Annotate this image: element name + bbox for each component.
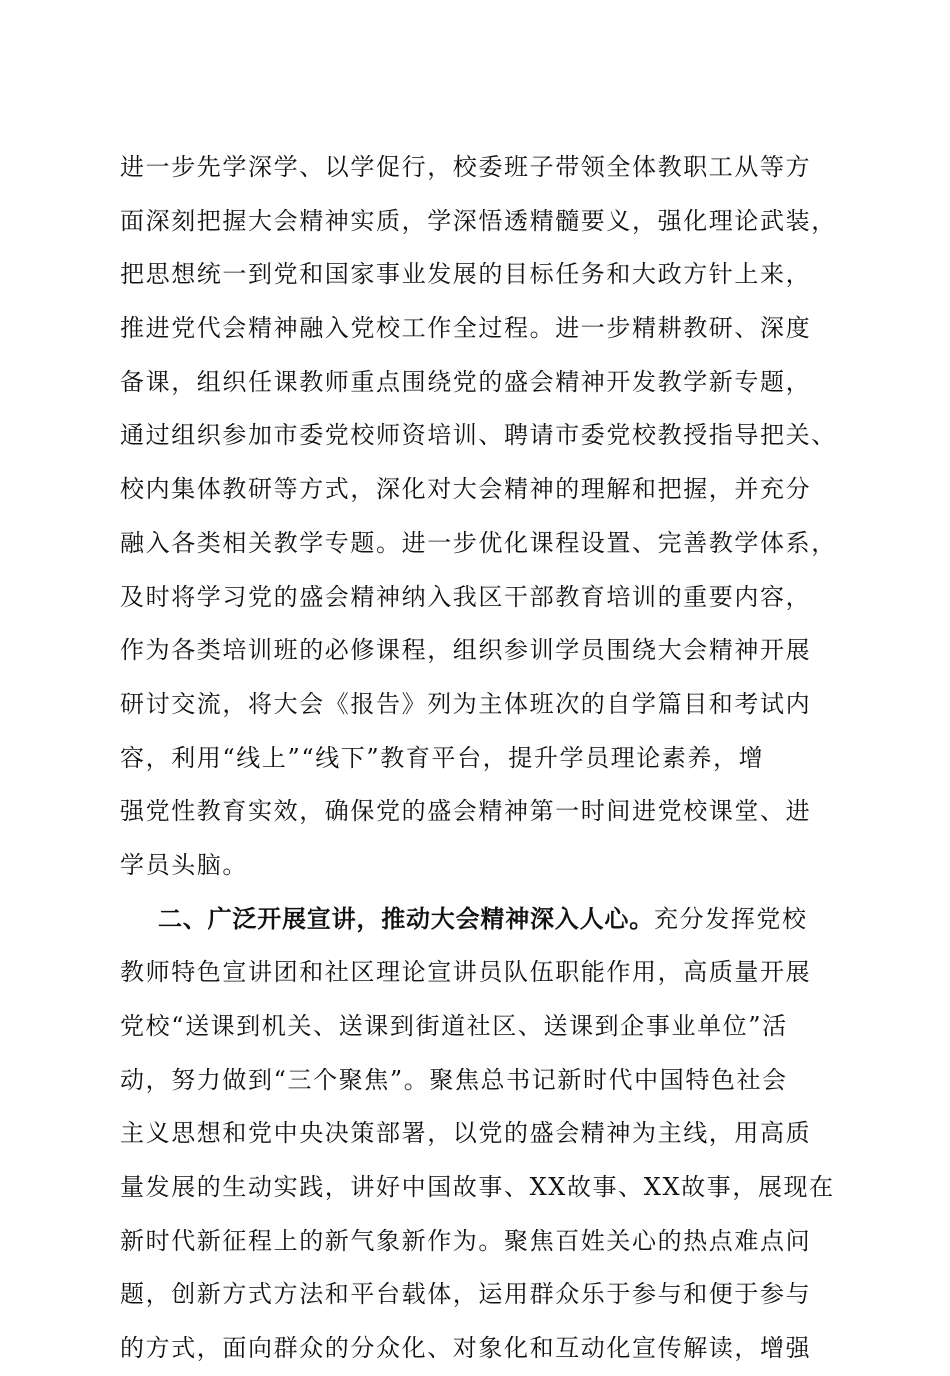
text-line: 新时代新征程上的新气象新作为。聚焦百姓关心的热点难点问 bbox=[120, 1226, 812, 1255]
text-line: 动，努力做到“三个聚焦”。聚焦总书记新时代中国特色社会 bbox=[120, 1065, 788, 1094]
section-heading: 二、广泛开展宣讲，推动大会精神深入人心。 bbox=[158, 904, 654, 933]
text-line: 面深刻把握大会精神实质，学深悟透精髓要义，强化理论武装， bbox=[120, 206, 837, 235]
text-line: 强党性教育实效，确保党的盛会精神第一时间进党校课堂、进 bbox=[120, 797, 812, 826]
text-line: 备课，组织任课教师重点围绕党的盛会精神开发教学新专题， bbox=[120, 367, 812, 396]
section-first-line-text: 充分发挥党校 bbox=[654, 904, 808, 933]
text-line: 及时将学习党的盛会精神纳入我区干部教育培训的重要内容， bbox=[120, 582, 812, 611]
body-text bbox=[120, 141, 840, 1376]
text-line: 的方式，面向群众的分众化、对象化和互动化宣传解读，增强 bbox=[120, 1334, 812, 1363]
text-line: 研讨交流，将大会《报告》列为主体班次的自学篇目和考试内 bbox=[120, 689, 812, 718]
section-heading-line bbox=[120, 893, 840, 947]
text-line: 量发展的生动实践，讲好中国故事、XX故事、XX故事，展现在 bbox=[120, 1173, 835, 1202]
text-line: 把思想统一到党和国家事业发展的目标任务和大政方针上来， bbox=[120, 260, 812, 289]
text-line: 教师特色宣讲团和社区理论宣讲员队伍职能作用，高质量开展 bbox=[120, 958, 812, 987]
text-line: 通过组织参加市委党校师资培训、聘请市委党校教授指导把关、 bbox=[120, 421, 837, 450]
text-line: 学员头脑。 bbox=[120, 850, 248, 879]
text-line: 校内集体教研等方式，深化对大会精神的理解和把握，并充分 bbox=[120, 475, 812, 504]
text-line: 进一步先学深学、以学促行，校委班子带领全体教职工从等方 bbox=[120, 153, 812, 181]
text-line: 题，创新方式方法和平台载体，运用群众乐于参与和便于参与 bbox=[120, 1280, 812, 1309]
text-line: 融入各类相关教学专题。进一步优化课程设置、完善教学体系， bbox=[120, 528, 837, 557]
text-line: 主义思想和党中央决策部署，以党的盛会精神为主线，用高质 bbox=[120, 1119, 812, 1148]
text-line: 作为各类培训班的必修课程，组织参训学员围绕大会精神开展 bbox=[120, 636, 812, 665]
text-line: 推进党代会精神融入党校工作全过程。进一步精耕教研、深度 bbox=[120, 314, 812, 343]
text-line: 党校“送课到机关、送课到街道社区、送课到企事业单位”活 bbox=[120, 1012, 788, 1040]
text-line: 容，利用“线上”“线下”教育平台，提升学员理论素养，增 bbox=[120, 743, 765, 772]
